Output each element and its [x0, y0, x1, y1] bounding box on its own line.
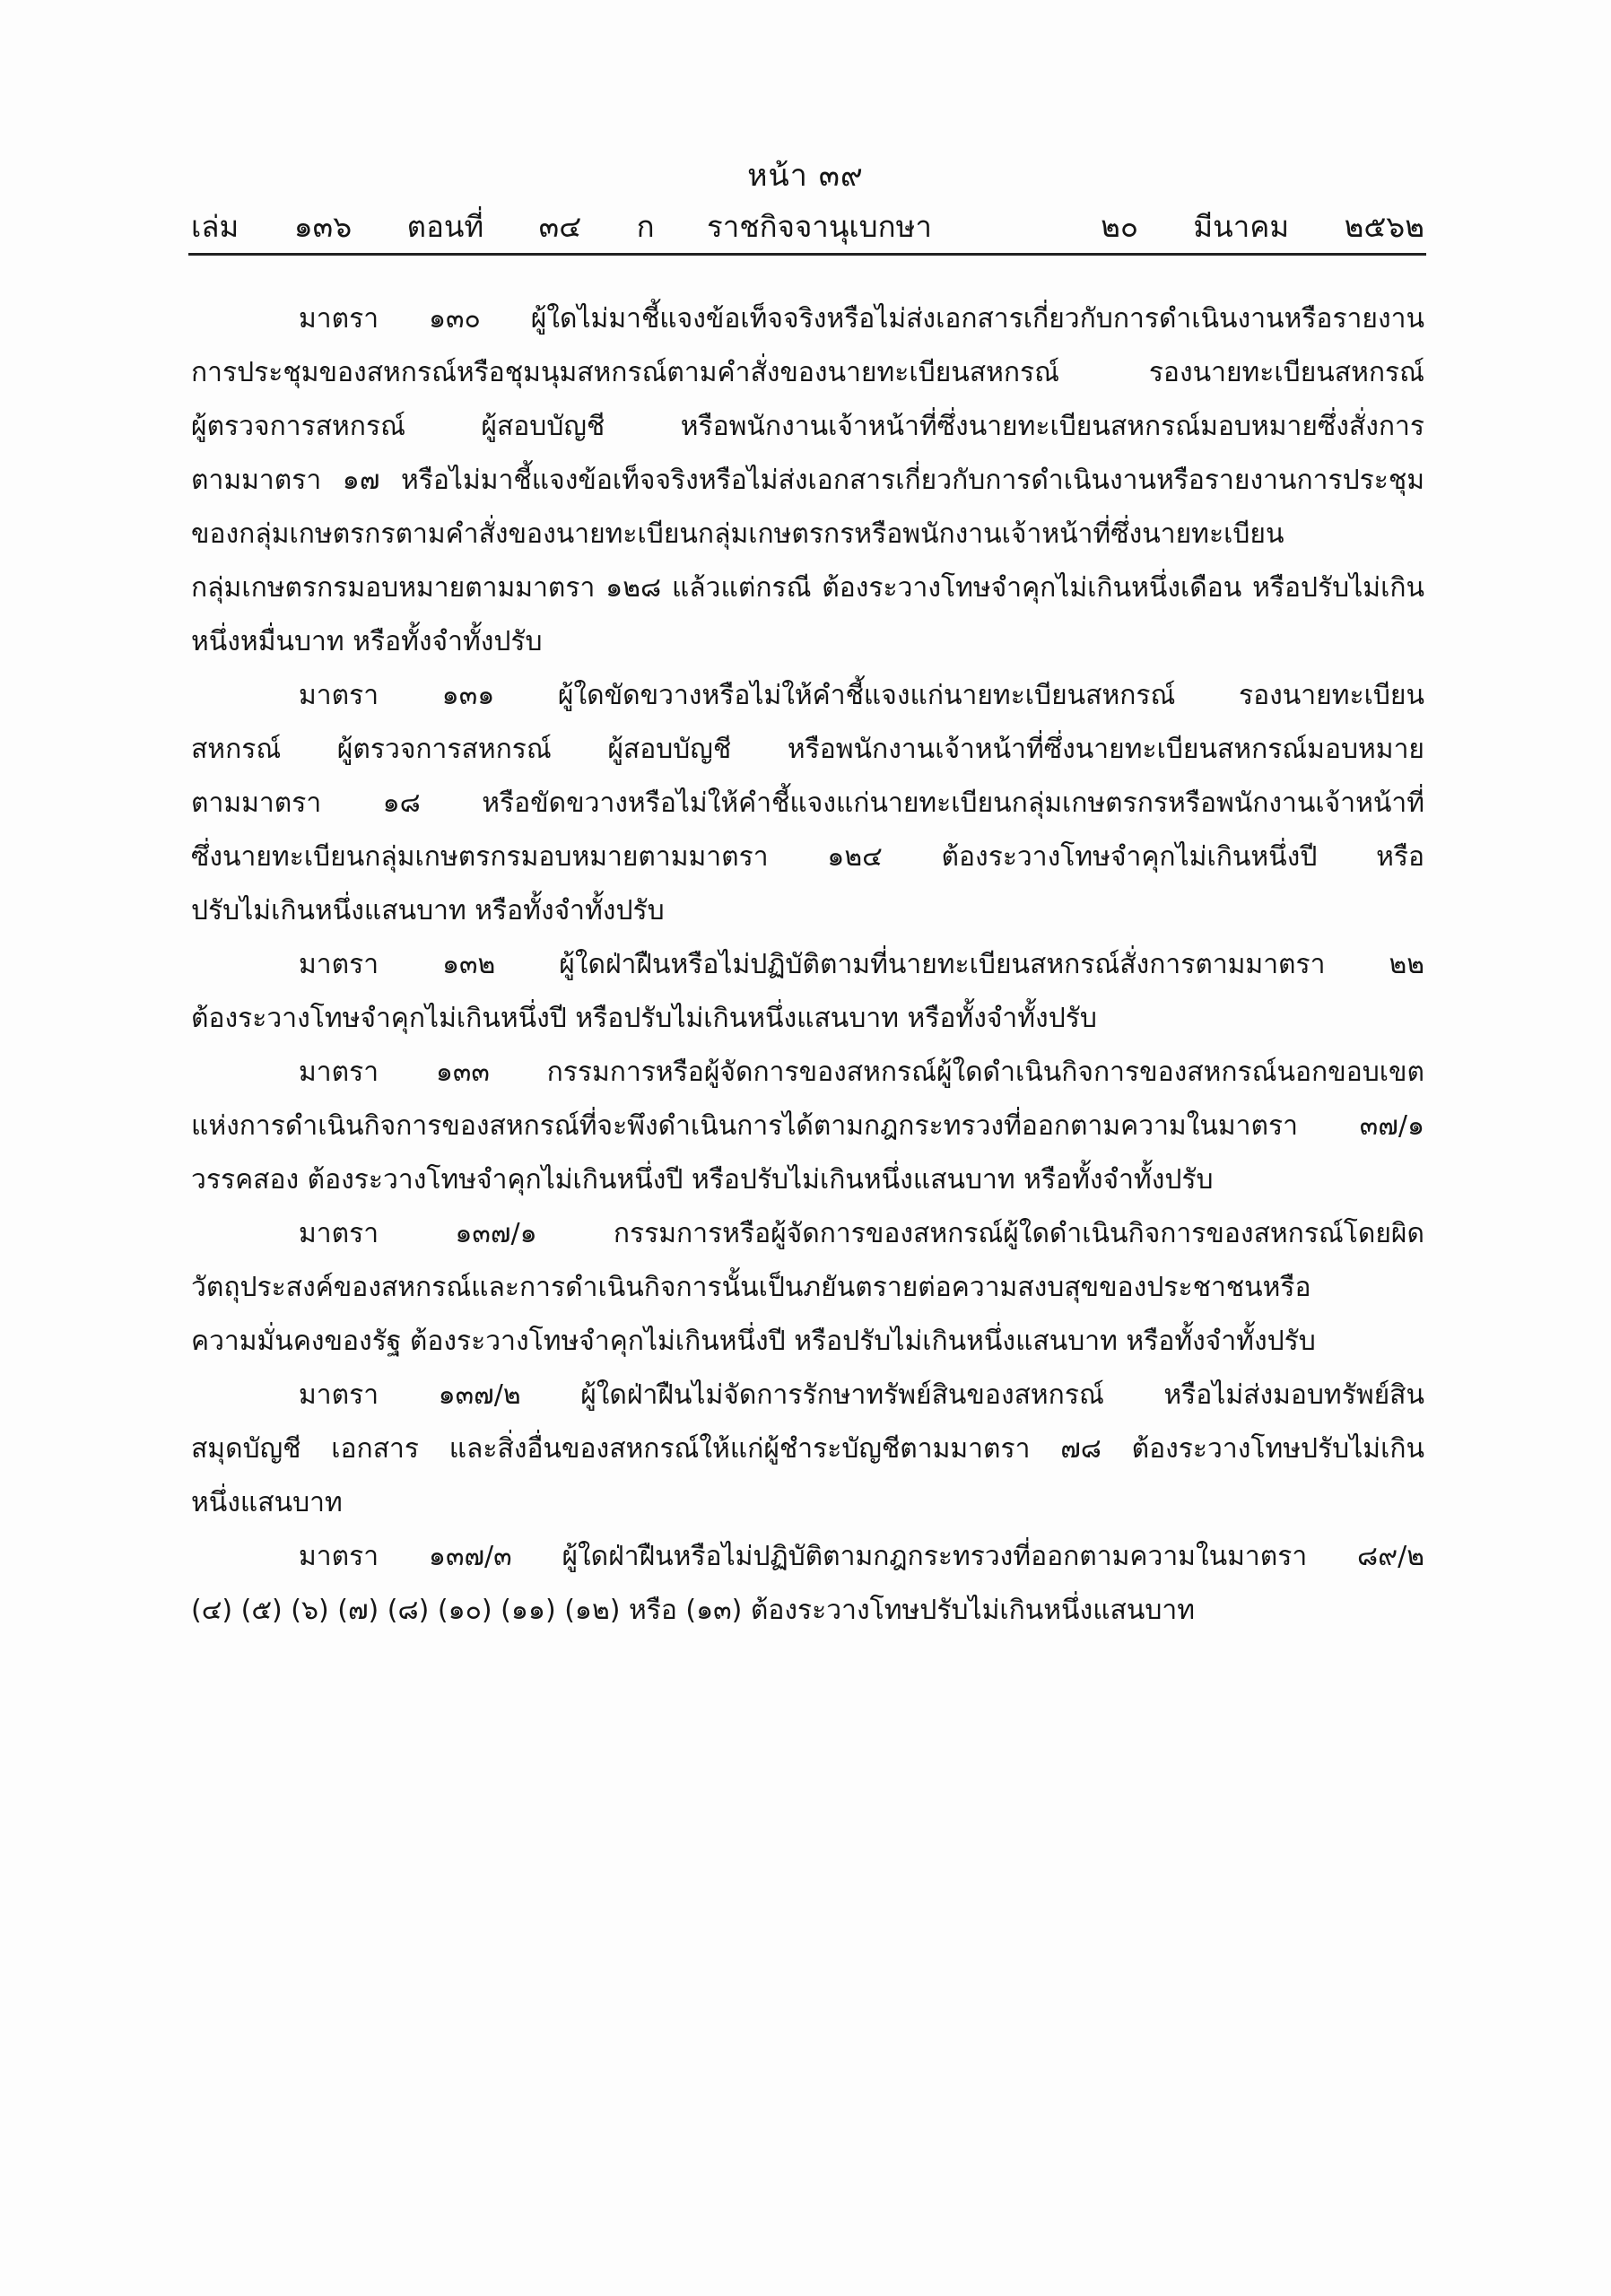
- section-131: [191, 669, 1424, 938]
- header-divider: [188, 253, 1426, 256]
- section-130: [191, 292, 1424, 669]
- publication-title: ราชกิจจานุเบกษา: [707, 209, 932, 244]
- section-137-3: [191, 1530, 1424, 1638]
- publication-date: ๒๐ มีนาคม ๒๕๖๒: [1101, 209, 1424, 244]
- section-133: [191, 1046, 1424, 1207]
- document-body: [191, 292, 1424, 1638]
- gazette-header: [191, 203, 1424, 244]
- text-line: ตามมาตรา ๑๘ หรือขัดขวางหรือไม่ให้คำชี้แจงแก่นายทะเบียนกลุ่มเกษตรกรหรือพนักงานเจ้าหน้าที่: [191, 787, 1424, 819]
- text-line: วรรคสอง ต้องระวางโทษจำคุกไม่เกินหนึ่งปี หรือปรับไม่เกินหนึ่งแสนบาท หรือทั้งจำทั้งปรับ: [191, 1164, 1214, 1196]
- text-line: ซึ่งนายทะเบียนกลุ่มเกษตรกรมอบหมายตามมาตรา ๑๒๔ ต้องระวางโทษจำคุกไม่เกินหนึ่งปี หรือ: [191, 841, 1424, 873]
- text-line: ต้องระวางโทษจำคุกไม่เกินหนึ่งปี หรือปรับไม่เกินหนึ่งแสนบาท หรือทั้งจำทั้งปรับ: [191, 1003, 1097, 1034]
- page-number: หน้า ๓๙: [747, 158, 864, 194]
- text-line: มาตรา ๑๓๑ ผู้ใดขัดขวางหรือไม่ให้คำชี้แจงแก่นายทะเบียนสหกรณ์ รองนายทะเบียน: [299, 680, 1424, 711]
- text-line: ปรับไม่เกินหนึ่งแสนบาท หรือทั้งจำทั้งปรับ: [191, 895, 665, 926]
- text-line: สมุดบัญชี เอกสาร และสิ่งอื่นของสหกรณ์ให้แก่ผู้ชำระบัญชีตามมาตรา ๗๘ ต้องระวางโทษปรับไม่เกิน: [191, 1433, 1424, 1465]
- section-137-1: [191, 1207, 1424, 1369]
- text-line: (๔) (๕) (๖) (๗) (๘) (๑๐) (๑๑) (๑๒) หรือ (๑๓) ต้องระวางโทษปรับไม่เกินหนึ่งแสนบาท: [191, 1595, 1196, 1626]
- text-line: การประชุมของสหกรณ์หรือชุมนุมสหกรณ์ตามคำสั่งของนายทะเบียนสหกรณ์ รองนายทะเบียนสหกรณ์: [191, 357, 1424, 388]
- text-line: มาตรา ๑๓๗/๑ กรรมการหรือผู้จัดการของสหกรณ์ผู้ใดดำเนินกิจการของสหกรณ์โดยผิด: [299, 1218, 1424, 1249]
- text-line: ของกลุ่มเกษตรกรตามคำสั่งของนายทะเบียนกลุ่มเกษตรกรหรือพนักงานเจ้าหน้าที่ซึ่งนายทะเบียน: [191, 518, 1284, 550]
- text-line: มาตรา ๑๓๒ ผู้ใดฝ่าฝืนหรือไม่ปฏิบัติตามที่นายทะเบียนสหกรณ์สั่งการตามมาตรา ๒๒: [299, 949, 1424, 980]
- section-132: [191, 938, 1424, 1046]
- text-line: หนึ่งหมื่นบาท หรือทั้งจำทั้งปรับ: [191, 626, 543, 657]
- text-line: ความมั่นคงของรัฐ ต้องระวางโทษจำคุกไม่เกินหนึ่งปี หรือปรับไม่เกินหนึ่งแสนบาท หรือทั้งจำทั้งปรับ: [191, 1326, 1316, 1357]
- text-line: ผู้ตรวจการสหกรณ์ ผู้สอบบัญชี หรือพนักงานเจ้าหน้าที่ซึ่งนายทะเบียนสหกรณ์มอบหมายซึ่งสั่งการ: [191, 411, 1424, 442]
- text-line: มาตรา ๑๓๗/๒ ผู้ใดฝ่าฝืนไม่จัดการรักษาทรัพย์สินของสหกรณ์ หรือไม่ส่งมอบทรัพย์สิน: [299, 1379, 1424, 1411]
- text-line: มาตรา ๑๓๗/๓ ผู้ใดฝ่าฝืนหรือไม่ปฏิบัติตามกฎกระทรวงที่ออกตามความในมาตรา ๘๙/๒: [299, 1541, 1424, 1572]
- text-line: ตามมาตรา ๑๗ หรือไม่มาชี้แจงข้อเท็จจริงหรือไม่ส่งเอกสารเกี่ยวกับการดำเนินงานหรือรายงานการประชุม: [191, 465, 1424, 496]
- volume-issue: เล่ม ๑๓๖ ตอนที่ ๓๔ ก: [191, 209, 655, 244]
- text-line: แห่งการดำเนินกิจการของสหกรณ์ที่จะพึงดำเนินการได้ตามกฎกระทรวงที่ออกตามความในมาตรา ๓๗/๑: [191, 1110, 1424, 1142]
- text-line: มาตรา ๑๓๐ ผู้ใดไม่มาชี้แจงข้อเท็จจริงหรือไม่ส่งเอกสารเกี่ยวกับการดำเนินงานหรือรายงาน: [299, 303, 1424, 335]
- text-line: หนึ่งแสนบาท: [191, 1487, 343, 1518]
- text-line: มาตรา ๑๓๓ กรรมการหรือผู้จัดการของสหกรณ์ผู้ใดดำเนินกิจการของสหกรณ์นอกขอบเขต: [299, 1057, 1424, 1088]
- text-line: สหกรณ์ ผู้ตรวจการสหกรณ์ ผู้สอบบัญชี หรือพนักงานเจ้าหน้าที่ซึ่งนายทะเบียนสหกรณ์มอบหมาย: [191, 734, 1424, 765]
- text-line: กลุ่มเกษตรกรมอบหมายตามมาตรา ๑๒๘ แล้วแต่กรณี ต้องระวางโทษจำคุกไม่เกินหนึ่งเดือน หรือปรับไม่เกิน: [191, 572, 1424, 604]
- section-137-2: [191, 1369, 1424, 1530]
- text-line: วัตถุประสงค์ของสหกรณ์และการดำเนินกิจการนั้นเป็นภยันตรายต่อความสงบสุขของประชาชนหรือ: [191, 1272, 1311, 1303]
